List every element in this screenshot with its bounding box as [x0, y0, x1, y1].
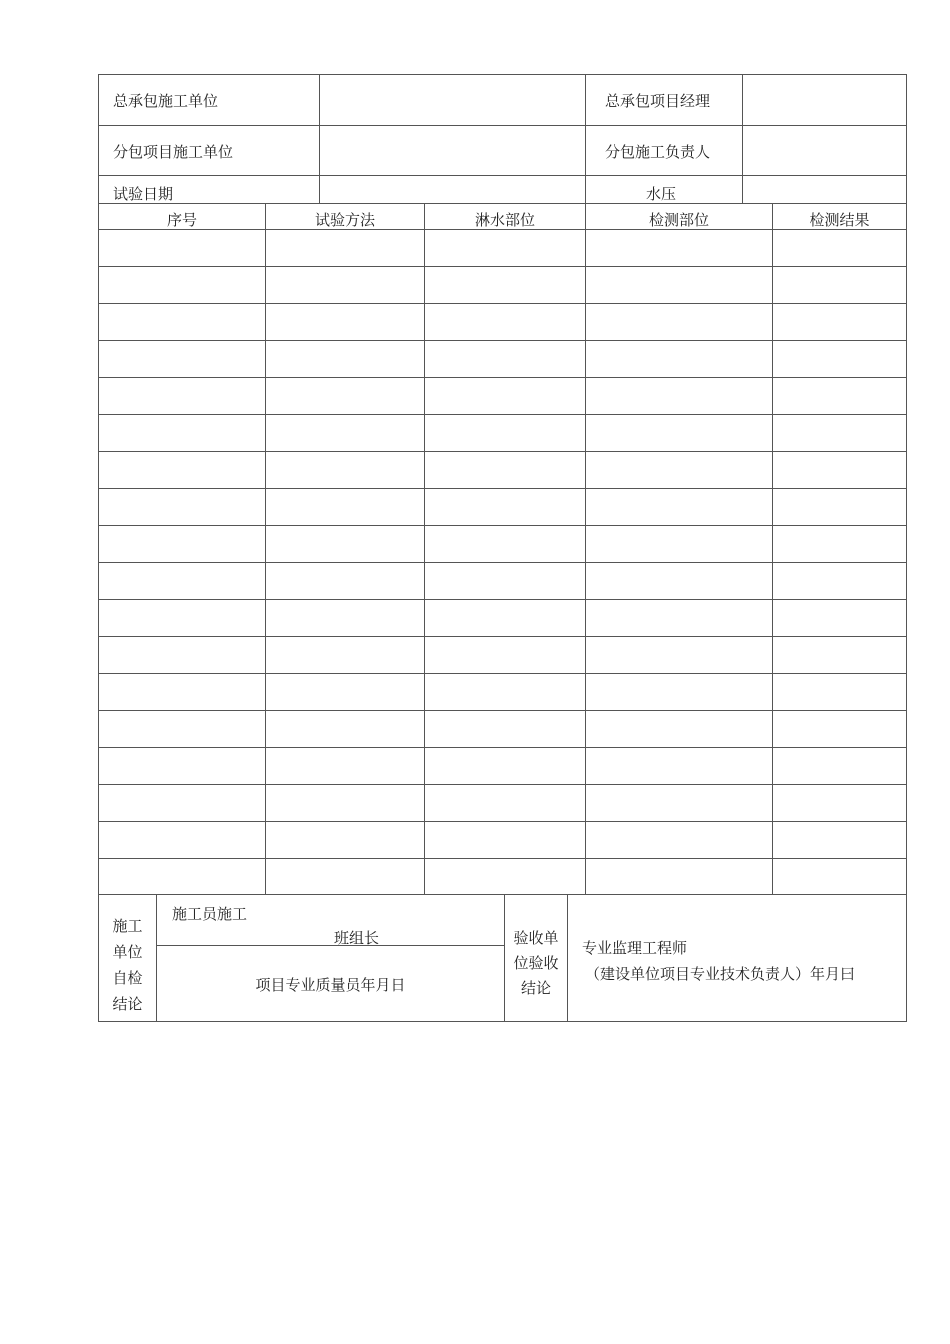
table-cell[interactable] [773, 267, 906, 303]
table-cell[interactable] [425, 822, 585, 858]
table-cell[interactable] [773, 489, 906, 525]
table-cell[interactable] [773, 711, 906, 747]
table-cell[interactable] [425, 526, 585, 562]
table-cell[interactable] [99, 711, 265, 747]
table-cell[interactable] [773, 748, 906, 784]
table-cell[interactable] [773, 674, 906, 710]
label-subcontract-leader: 分包施工负责人 [605, 143, 711, 161]
table-cell[interactable] [586, 267, 772, 303]
table-cell[interactable] [586, 452, 772, 488]
table-cell[interactable] [773, 415, 906, 451]
table-cell[interactable] [773, 859, 906, 895]
footer-hline [157, 945, 504, 946]
header-line-3 [98, 203, 907, 204]
table-cell[interactable] [266, 822, 424, 858]
general-contractor-pm-field[interactable] [743, 75, 906, 125]
table-cell[interactable] [99, 415, 265, 451]
col-header-serial: 序号 [166, 211, 197, 229]
table-cell[interactable] [425, 600, 585, 636]
table-cell[interactable] [586, 230, 772, 266]
table-cell[interactable] [266, 230, 424, 266]
table-cell[interactable] [425, 489, 585, 525]
table-cell[interactable] [99, 230, 265, 266]
footer-vline-3 [567, 895, 568, 1021]
test-date-field[interactable] [320, 176, 585, 203]
table-cell[interactable] [773, 563, 906, 599]
table-cell[interactable] [773, 637, 906, 673]
table-cell[interactable] [773, 230, 906, 266]
table-cell[interactable] [425, 785, 585, 821]
col-header-result: 检测结果 [809, 211, 870, 229]
table-cell[interactable] [773, 452, 906, 488]
col-header-spray-area: 淋水部位 [474, 211, 535, 229]
table-cell[interactable] [773, 304, 906, 340]
table-cell[interactable] [99, 859, 265, 895]
table-cell[interactable] [266, 600, 424, 636]
table-cell[interactable] [99, 378, 265, 414]
table-cell[interactable] [425, 637, 585, 673]
table-cell[interactable] [266, 489, 424, 525]
table-cell[interactable] [99, 748, 265, 784]
table-cell[interactable] [586, 526, 772, 562]
table-cell[interactable] [586, 822, 772, 858]
table-cell[interactable] [586, 415, 772, 451]
label-general-contractor-pm: 总承包项目经理 [605, 92, 711, 110]
table-cell[interactable] [266, 378, 424, 414]
table-cell[interactable] [266, 748, 424, 784]
table-cell[interactable] [773, 378, 906, 414]
table-cell[interactable] [773, 341, 906, 377]
table-cell[interactable] [99, 674, 265, 710]
table-cell[interactable] [586, 341, 772, 377]
table-cell[interactable] [586, 674, 772, 710]
table-cell[interactable] [773, 822, 906, 858]
table-cell[interactable] [425, 267, 585, 303]
frame-bottom [98, 1021, 907, 1022]
subcontract-leader-field[interactable] [743, 126, 906, 175]
label-subcontract-unit: 分包项目施工单位 [113, 143, 234, 161]
table-cell[interactable] [425, 230, 585, 266]
table-cell[interactable] [99, 563, 265, 599]
self-check-label: 施工 单位 自检 结论 [112, 917, 143, 1013]
frame-right [906, 74, 907, 1022]
table-cell[interactable] [99, 452, 265, 488]
table-cell[interactable] [586, 859, 772, 895]
label-water-pressure: 水压 [646, 185, 677, 203]
table-cell[interactable] [773, 600, 906, 636]
subcontract-unit-field[interactable] [320, 126, 585, 175]
table-cell[interactable] [99, 785, 265, 821]
table-cell[interactable] [266, 563, 424, 599]
table-cell[interactable] [266, 452, 424, 488]
col-header-test-method: 试验方法 [314, 211, 375, 229]
table-cell[interactable] [266, 267, 424, 303]
table-cell[interactable] [773, 785, 906, 821]
owner-tech-label: （建设单位项目专业技术负责人）年月曰 [585, 965, 856, 983]
header-vline-2 [585, 74, 586, 203]
team-leader-label: 班组长 [334, 929, 380, 947]
table-cell[interactable] [425, 378, 585, 414]
table-cell[interactable] [586, 304, 772, 340]
table-cell[interactable] [425, 452, 585, 488]
table-cell[interactable] [99, 341, 265, 377]
table-cell[interactable] [425, 415, 585, 451]
table-cell[interactable] [586, 378, 772, 414]
table-cell[interactable] [425, 859, 585, 895]
table-cell[interactable] [99, 637, 265, 673]
table-cell[interactable] [266, 304, 424, 340]
label-general-contractor-unit: 总承包施工单位 [113, 92, 219, 110]
table-cell[interactable] [425, 674, 585, 710]
table-cell[interactable] [266, 637, 424, 673]
table-cell[interactable] [586, 489, 772, 525]
table-cell[interactable] [773, 526, 906, 562]
table-cell[interactable] [586, 748, 772, 784]
table-cell[interactable] [266, 341, 424, 377]
table-cell[interactable] [425, 563, 585, 599]
table-cell[interactable] [425, 304, 585, 340]
col-header-inspection-area: 检测部位 [648, 211, 709, 229]
table-cell[interactable] [586, 563, 772, 599]
table-cell[interactable] [425, 711, 585, 747]
footer-vline-1 [156, 895, 157, 1021]
table-cell[interactable] [586, 785, 772, 821]
table-cell[interactable] [266, 674, 424, 710]
table-cell[interactable] [586, 711, 772, 747]
table-cell[interactable] [266, 526, 424, 562]
table-cell[interactable] [425, 341, 585, 377]
table-cell[interactable] [266, 711, 424, 747]
table-cell[interactable] [99, 304, 265, 340]
table-cell[interactable] [586, 637, 772, 673]
quality-inspector-label: 项目专业质量员年月日 [255, 976, 406, 994]
table-cell[interactable] [266, 859, 424, 895]
general-contractor-unit-field[interactable] [320, 75, 585, 125]
table-cell[interactable] [99, 526, 265, 562]
supervisor-label: 专业监理工程师 [582, 939, 688, 957]
table-cell[interactable] [586, 600, 772, 636]
constructor-label: 施工员施工 [172, 905, 248, 923]
table-cell[interactable] [99, 822, 265, 858]
table-cell[interactable] [266, 415, 424, 451]
table-cell[interactable] [99, 600, 265, 636]
acceptance-label: 验收单 位验收 结论 [513, 929, 559, 997]
table-cell[interactable] [266, 785, 424, 821]
table-cell[interactable] [425, 748, 585, 784]
table-cell[interactable] [99, 267, 265, 303]
label-test-date: 试验日期 [113, 185, 174, 203]
table-cell[interactable] [99, 489, 265, 525]
water-pressure-field[interactable] [743, 176, 906, 203]
